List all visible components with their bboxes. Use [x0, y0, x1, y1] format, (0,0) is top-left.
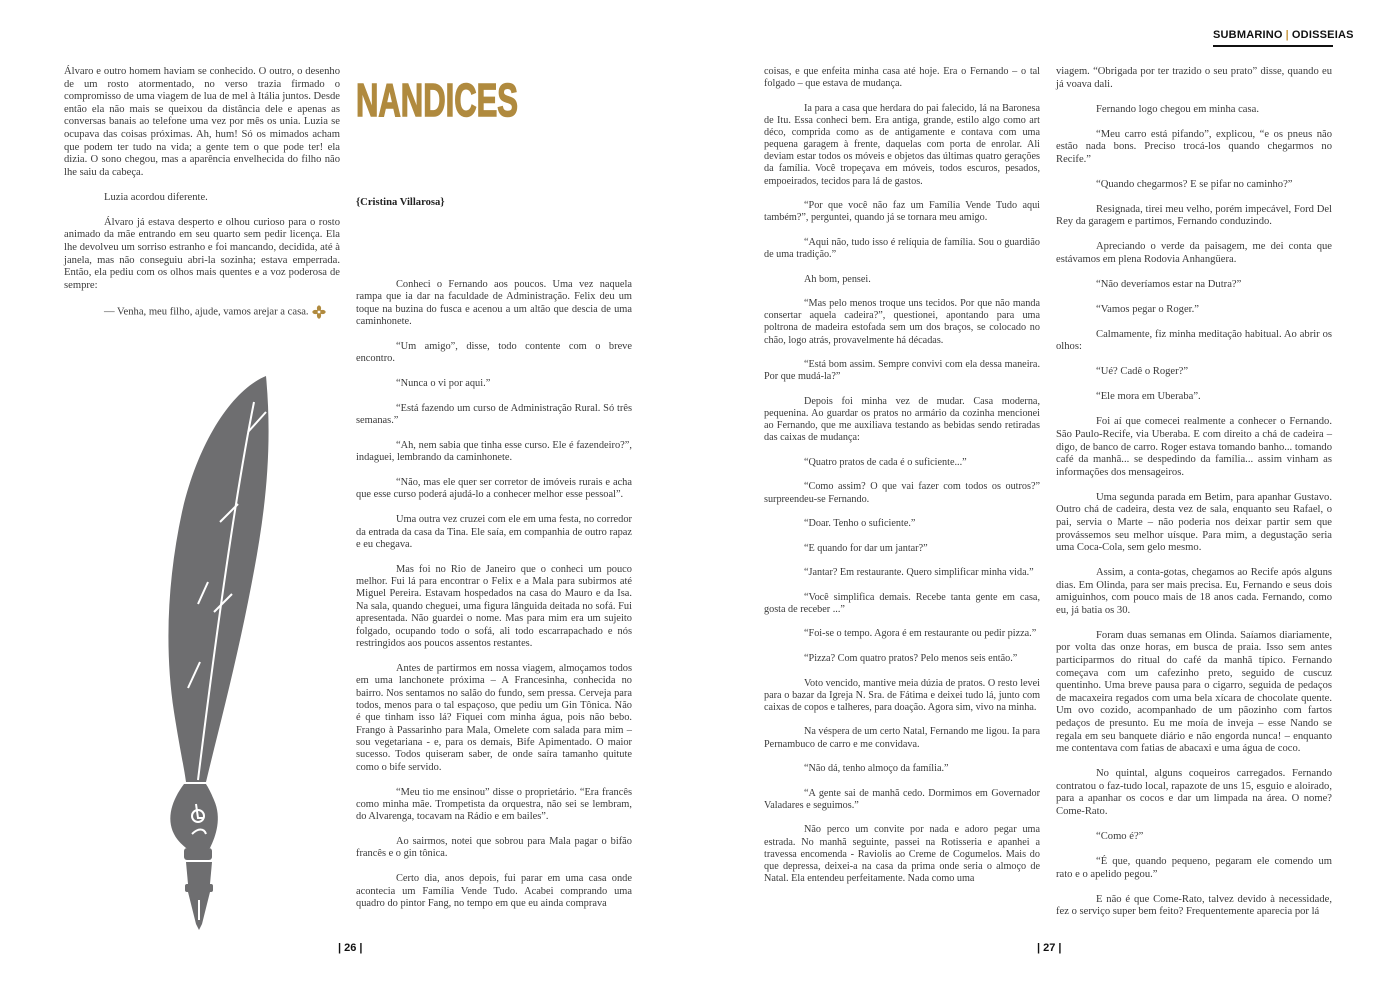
- paragraph: “Não dá, tenho almoço da família.”: [804, 763, 949, 775]
- article-title: [356, 68, 536, 128]
- header-rule: [1213, 45, 1333, 47]
- paragraph: “Meu tio me ensinou” disse o proprietário. “Era francês como minha mãe. Trompetista da orquestra, não sei se lembram, do Alvarenga, tocavam na Rádio e em bailes”.: [356, 786, 632, 823]
- paragraph: “Aqui não, tudo isso é relíquia de família. Sou o guardião de uma tradição.”: [764, 236, 1040, 261]
- section-name: SUBMARINO: [1213, 29, 1283, 41]
- paragraph: Resignada, tirei meu velho, porém impecável, Ford Del Rey da garagem e partimos, Fernando conduzindo.: [1056, 203, 1332, 228]
- paragraph: “Quatro pratos de cada é o suficiente...”: [804, 456, 967, 468]
- paragraph: “A gente sai de manhã cedo. Dormimos em Governador Valadares e seguimos.”: [764, 787, 1040, 811]
- paragraph: viagem. “Obrigada por ter trazido o seu prato” disse, quando eu já voava dali.: [1056, 66, 1332, 90]
- paragraph: Antes de partirmos em nossa viagem, almoçamos todos em uma lanchonete próxima – A Francesinha, conhecida no bairro. Nos sentamos no salão do fundo, sem pressa. Cerveja para todos, menos para o tal espaçoso, que pediu um Gin Tônica. Não é que tinham isso lá? Fiquei com minha água, pois não bebo. Frango à Passarinho para Mala, Omelete com salada para mim – sou vegetariana - e, para os demais, Bife Apimentado. O maior sucesso. Todos quiseram saber, de onde saíra tamanho quitute como o bife servido.: [356, 662, 632, 773]
- paragraph: “Ué? Cadê o Roger?”: [1096, 366, 1189, 378]
- paragraph: Ah bom, pensei.: [804, 273, 871, 285]
- paragraph: Conheci o Fernando aos poucos. Uma vez naquela rampa que ia dar na faculdade de Administração. Felix deu um toque na buzina do fusca e acenou a um altão que descia de uma caminhonete.: [356, 279, 632, 328]
- paragraph: Depois foi minha vez de mudar. Casa moderna, pequenina. Ao guardar os pratos no armário da cozinha mencionei ao Fernando, que me auxiliava testando as bebidas sendo retiradas das caixas de mudança:: [764, 395, 1040, 444]
- paragraph: “Foi-se o tempo. Agora é em restaurante ou pedir pizza.”: [804, 628, 1037, 640]
- flower-endmark-icon: [312, 305, 326, 319]
- paragraph: Certo dia, anos depois, fui parar em uma casa onde acontecia um Família Vende Tudo. Acabei comprando uma quadro do pintor Fang, no tempo em que eu ainda comprava: [356, 873, 632, 909]
- paragraph: Ia para a casa que herdara do pai falecido, lá na Baronesa de Itu. Essa conheci bem. Era antiga, grande, estilo algo como art déco, comprida como as de antigamente e contava com uma pequena garagem à frente, daquelas com porta de enrolar. Ali deviam estar todos os móveis e objetos das últimas quatro gerações da família. Você tropeçava em móveis, todos escuros, pesados, empoeirados, tecidos para lá de gastos.: [764, 102, 1040, 187]
- paragraph: “Não deveríamos estar na Dutra?”: [1096, 278, 1242, 290]
- paragraph: “Mas pelo menos troque uns tecidos. Por que não manda consertar aquela cadeira?”, questionei, apontando para uma poltrona de madeira estofada sem um dos braços, se colocado no chão, logo atrás, provavelmente há décadas.: [764, 298, 1040, 346]
- paragraph: “Está bom assim. Sempre convivi com ela dessa maneira. Por que mudá-la?”: [764, 359, 1040, 383]
- byline: {Cristina Villarosa}: [356, 197, 445, 208]
- paragraph: “Jantar? Em restaurante. Quero simplificar minha vida.”: [804, 567, 1034, 579]
- paragraph: “Um amigo”, disse, todo contente com o breve encontro.: [356, 340, 632, 365]
- paragraph: Mas foi no Rio de Janeiro que o conheci um pouco melhor. Fui lá para encontrar o Felix e a Mala para subirmos até Miguel Pereira. Estavam hospedados na casa do Mauro e da Isa. Na sala, quando cheguei, uma figura lânguida deitada no sofá. Fui apresentada. Não guardei o nome. Mas para mim era um sujeito folgado, ocupando todo o sofá, ali todo escarrapachado e nós restringidos aos poucos assentos restantes.: [356, 563, 632, 649]
- paragraph: Uma segunda parada em Betim, para apanhar Gustavo. Outro chá de cadeira, desta vez de sala, enquanto seu Rafael, o pai, servia o Marte – não poderia nos deixar partir sem que provássemos seu melhor uísque. Para mim, a degustação seria uma Coca-Cola, sem gelo mesmo.: [1056, 491, 1332, 554]
- column-4: [1056, 66, 1332, 931]
- column-1: [64, 66, 340, 331]
- paragraph: Luzia acordou diferente.: [104, 191, 208, 203]
- paragraph: Voto vencido, mantive meia dúzia de pratos. O resto levei para o bazar da Igreja N. Sra. de Fátima e deixei tudo lá, junto com caixas de copos e talheres, para doação. Agora sim, vivo na minha.: [764, 677, 1040, 713]
- paragraph: “Ah, nem sabia que tinha esse curso. Ele é fazendeiro?”, indaguei, lembrando da caminhonete.: [356, 439, 632, 464]
- paragraph: Foi aí que comecei realmente a conhecer o Fernando. São Paulo-Recife, via Uberaba. E com direito a chá de cadeira – digo, de banco de carro. Roger estava tomando banho... tomando café da manhã... se despedindo da família... assim vinham as informações dos mensageiros.: [1056, 416, 1332, 478]
- paragraph: “Doar. Tenho o suficiente.”: [804, 518, 916, 530]
- paragraph: Calmamente, fiz minha meditação habitual. Ao abrir os olhos:: [1056, 328, 1332, 353]
- paragraph: Na véspera de um certo Natal, Fernando me ligou. Ia para Pernambuco de carro e me convidava.: [764, 726, 1040, 750]
- feather-quill-icon: [148, 372, 288, 932]
- paragraph: E não é que Come-Rato, talvez devido à necessidade, fez o serviço super bem feito? Frequentemente aparecia por lá: [1056, 893, 1332, 918]
- paragraph: Fernando logo chegou em minha casa.: [1096, 103, 1259, 115]
- page-number-right: | 27 |: [1037, 942, 1062, 954]
- subsection-name: ODISSEIAS: [1291, 29, 1354, 41]
- paragraph: Apreciando o verde da paisagem, me dei conta que estávamos em plena Rodovia Anhangüera.: [1056, 241, 1332, 265]
- paragraph: “Não, mas ele quer ser corretor de imóveis rurais e acha que esse curso poderá ajudá-lo a conhecer melhor esse pessoal”.: [356, 477, 632, 501]
- paragraph: Assim, a conta-gotas, chegamos ao Recife após alguns dias. Em Olinda, para ser mais precisa. Eu, Fernando e seus dois amiguinhos, com pouco mais de 18 anos cada. Fernando, como eu, já batia os 30.: [1056, 567, 1332, 616]
- paragraph: “Você simplifica demais. Recebe tanta gente em casa, gosta de receber ...”: [764, 591, 1040, 615]
- paragraph: “Nunca o vi por aqui.”: [396, 378, 491, 390]
- paragraph: “Como assim? O que vai fazer com todos os outros?” surpreendeu-se Fernando.: [764, 481, 1040, 505]
- paragraph: “Pizza? Com quatro pratos? Pelo menos seis então.”: [804, 653, 1018, 665]
- section-header: [1213, 29, 1354, 41]
- paragraph: “Como é?”: [1096, 830, 1144, 842]
- paragraph: “É que, quando pequeno, pegaram ele comendo um rato e o apelido pegou.”: [1056, 855, 1332, 880]
- paragraph: No quintal, alguns coqueiros carregados. Fernando contratou o faz-tudo local, rapazote de uns 15, esguio e aloirado, para a apanhar os cocos e dar um limpada na área. O nome? Come-Rato.: [1056, 768, 1332, 817]
- paragraph: Foram duas semanas em Olinda. Saíamos diariamente, por volta das onze horas, em busca de praia. Isso sem antes participarmos do ritual do café da manhã típico. Fernando começava com um cafezinho preto, seguido de cuscuz quentinho. Uma breve pausa para o cigarro, seguida de pedaços de macaxeira regados com uma bela xícara de chocolate quente. Um ovo cozido, acompanhado de um pãozinho com fartos pedaços de presunto. Eu me moía de inveja – esse Nando se regala em seu banquete diário e não engorda nunca! – enquanto me contentava com fatias de abacaxi e uma água de coco.: [1056, 629, 1332, 755]
- paragraph: “Vamos pegar o Roger.”: [1096, 303, 1199, 315]
- paragraph: “E quando for dar um jantar?”: [804, 542, 928, 554]
- article-title-text: NANDICES: [356, 74, 518, 126]
- paragraph: “Quando chegarmos? E se pifar no caminho?”: [1096, 178, 1293, 190]
- header-separator: |: [1285, 29, 1289, 41]
- paragraph: Não perco um convite por nada e adoro pegar uma estrada. No manhã seguinte, passei na Rotisseria e apanhei a travessa encomenda - Raviolis ao Creme de Cogumelos. Mais do que depressa, deixei-a na casa da prima onde seria o almoço de Natal. Ela entendeu perfeitamente. Nada como uma: [764, 824, 1040, 884]
- column-2: [356, 279, 632, 923]
- paragraph: Álvaro e outro homem haviam se conhecido. O outro, o desenho de um rosto atormentado, no verso trazia firmado o compromisso de uma viagem de lua de mel à Itália juntos. Desde então ela não mais se queixou da distância dele e apenas as conversas banais ao telefone uma vez por mês os unia. Luzia se ocupava das coisas próximas. Ah, hum! Só os mimados acham que podem ter tudo na vida; a gente tem o que pode ter! ela dizia. O sono chegou, mas a aparência envelhecida do filho não lhe saiu da cabeça.: [64, 66, 340, 178]
- paragraph: coisas, e que enfeita minha casa até hoje. Era o Fernando – o tal folgado – que estava de mudança.: [764, 66, 1040, 90]
- paragraph: Álvaro já estava desperto e olhou curioso para o rosto animado da mãe entrando em seu quarto sem pedir licença. Ela lhe devolveu um sorriso estranho e foi mancando, decidida, até à janela, mas não conseguiu abri-la sozinha; estava emperrada. Então, ela pediu com os olhos mais quentes e a voz poderosa de sempre:: [64, 216, 340, 291]
- paragraph: “Está fazendo um curso de Administração Rural. Só três semanas.”: [356, 402, 632, 427]
- paragraph: “Ele mora em Uberaba”.: [1096, 391, 1201, 403]
- paragraph: “Meu carro está pifando”, explicou, “e os pneus não estão nada bons. Preciso trocá-los quando chegarmos no Recife.”: [1056, 128, 1332, 165]
- closing-line: [64, 305, 340, 319]
- paragraph: Ao sairmos, notei que sobrou para Mala pagar o bifão francês e o gin tônica.: [356, 836, 632, 860]
- paragraph: Uma outra vez cruzei com ele em uma festa, no corredor da entrada da casa da Tina. Ele saía, em companhia de outro rapaz e eu chegava.: [356, 514, 632, 550]
- paragraph: “Por que você não faz um Família Vende Tudo aqui também?”, perguntei, quando já se tornara meu amigo.: [764, 200, 1040, 224]
- page-number-left: | 26 |: [338, 942, 363, 954]
- column-3: [764, 66, 1040, 898]
- paragraph: — Venha, meu filho, ajude, vamos arejar a casa.: [104, 306, 309, 318]
